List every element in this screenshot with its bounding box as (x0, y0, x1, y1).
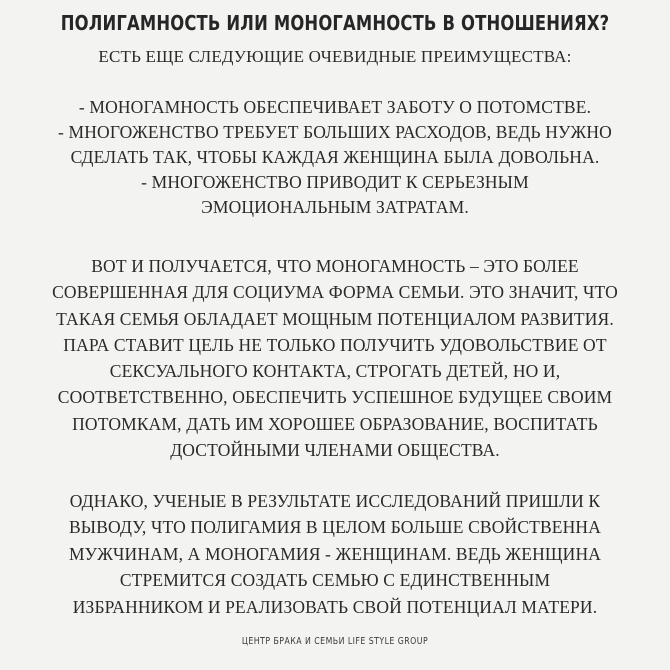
text-line: ДОСТОЙНЫМИ ЧЛЕНАМИ ОБЩЕСТВА. (170, 440, 500, 461)
text-line: ОДНАКО, УЧЕНЫЕ В РЕЗУЛЬТАТЕ ИССЛЕДОВАНИЙ ПРИШЛИ К (69, 491, 601, 511)
text-line: - МНОГОЖЕНСТВО ТРЕБУЕТ БОЛЬШИХ РАСХОДОВ, ВЕДЬ НУЖНО (58, 122, 612, 142)
text-line: ПОТОМКАМ, ДАТЬ ИМ ХОРОШЕЕ ОБРАЗОВАНИЕ, ВОСПИТАТЬ (72, 413, 598, 434)
text-line: - МОНОГАМНОСТЬ ОБЕСПЕЧИВАЕТ ЗАБОТУ О ПОТОМСТВЕ. (78, 97, 592, 117)
text-line: СТРЕМИТСЯ СОЗДАТЬ СЕМЬЮ С ЕДИНСТВЕННЫМ (119, 570, 551, 591)
page-title: ПОЛИГАМНОСТЬ ИЛИ МОНОГАМНОСТЬ В ОТНОШЕНИЯХ? (60, 11, 610, 35)
footer-credit: ЦЕНТР БРАКА И СЕМЬИ LIFE STYLE GROUP (241, 636, 429, 647)
subtitle: ЕСТЬ ЕЩЕ СЛЕДУЮЩИЕ ОЧЕВИДНЫЕ ПРЕИМУЩЕСТВА: (98, 47, 572, 66)
text-line: СООТВЕТСТВЕННО, ОБЕСПЕЧИТЬ УСПЕШНОЕ БУДУЩЕЕ СВОИМ (57, 387, 613, 408)
text-line: МУЖЧИНАМ, А МОНОГАМИЯ - ЖЕНЩИНАМ. ВЕДЬ ЖЕНЩИНА (68, 543, 602, 564)
text-line: ВОТ И ПОЛУЧАЕТСЯ, ЧТО МОНОГАМНОСТЬ – ЭТО БОЛЕЕ (91, 256, 579, 276)
text-line: - МНОГОЖЕНСТВО ПРИВОДИТ К СЕРЬЕЗНЫМ (141, 172, 529, 192)
text-line: СЕКСУАЛЬНОГО КОНТАКТА, СТРОГАТЬ ДЕТЕЙ, НО И, (109, 361, 561, 382)
text-line: ЭМОЦИОНАЛЬНЫМ ЗАТРАТАМ. (201, 197, 469, 217)
paragraph-research (20, 488, 650, 620)
text-line: ПАРА СТАВИТ ЦЕЛЬ НЕ ТОЛЬКО ПОЛУЧИТЬ УДОВОЛЬСТВИЕ ОТ (63, 334, 607, 355)
paragraph-conclusion (20, 253, 650, 463)
paragraph-advantages (20, 95, 650, 220)
text-line: ТАКАЯ СЕМЬЯ ОБЛАДАЕТ МОЩНЫМ ПОТЕНЦИАЛОМ РАЗВИТИЯ. (56, 308, 614, 329)
text-line: СОВЕРШЕННАЯ ДЛЯ СОЦИУМА ФОРМА СЕМЬИ. ЭТО ЗНАЧИТ, ЧТО (52, 282, 618, 303)
text-line: СДЕЛАТЬ ТАК, ЧТОБЫ КАЖДАЯ ЖЕНЩИНА БЫЛА ДОВОЛЬНА. (70, 147, 600, 167)
text-line: ИЗБРАННИКОМ И РЕАЛИЗОВАТЬ СВОЙ ПОТЕНЦИАЛ МАТЕРИ. (72, 596, 598, 617)
text-line: ВЫВОДУ, ЧТО ПОЛИГАМИЯ В ЦЕЛОМ БОЛЬШЕ СВОЙСТВЕННА (68, 517, 602, 538)
